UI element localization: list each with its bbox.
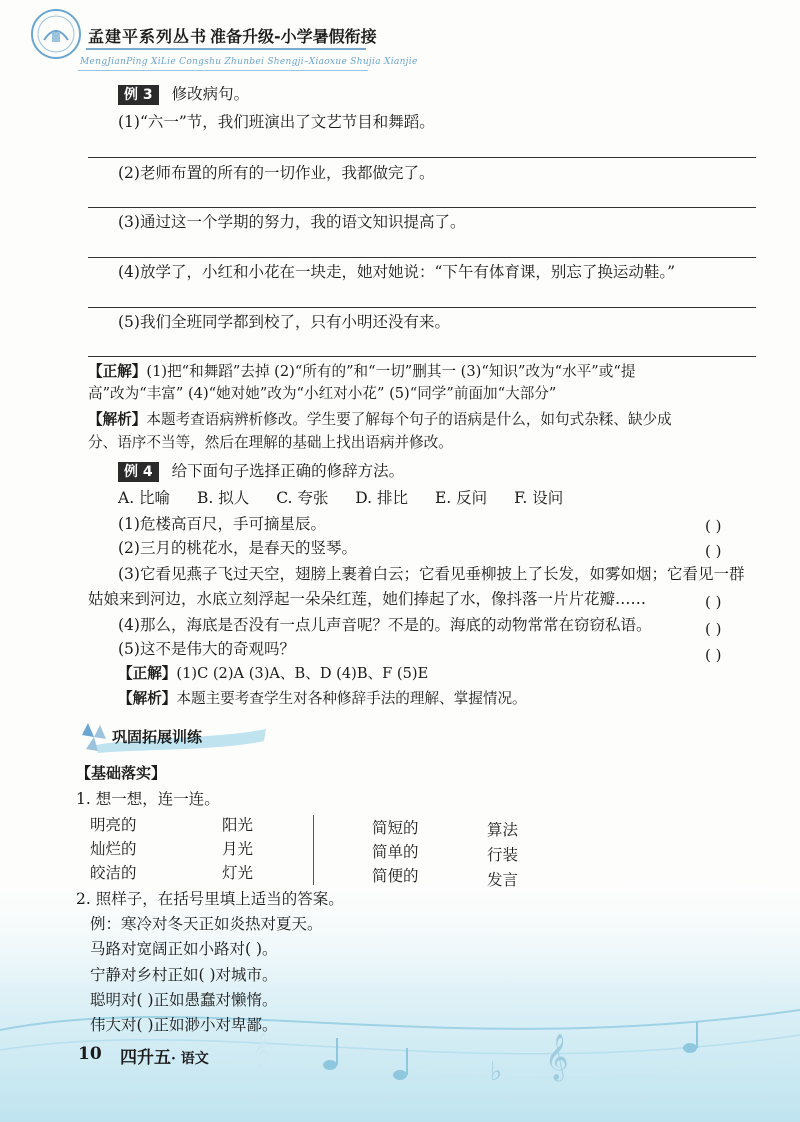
answer-line-2 [88,207,756,208]
example4-instruction: 给下面句子选择正确的修辞方法。 [171,462,405,480]
answer-text-1: (1)把“和舞蹈”去掉 (2)“所有的”和“一切”删其一 (3)“知识”改为“水平”或“提 [146,363,636,380]
example3-instruction: 修改病句。 [171,85,250,103]
question-2-line-3[interactable]: 聪明对( )正如愚蠢对懒惰。 [90,991,278,1009]
example4-answer [118,664,428,684]
match-right-target-1[interactable]: 算法 [487,821,519,839]
match-right-word-2[interactable]: 简单的 [372,843,419,861]
series-title: 孟建平系列丛书 [88,27,208,46]
option-c: C. 夸张 [276,489,329,507]
example3-item-2: (2)老师布置的所有的一切作业，我都做完了。 [118,164,435,182]
header-rule [86,48,366,50]
option-e: E. 反问 [434,489,488,507]
logo-icon [30,8,82,60]
example3-item-1: (1)“六一”节，我们班演出了文艺节目和舞蹈。 [118,113,435,131]
svg-text:𝄞: 𝄞 [252,1033,270,1068]
example4-tag: 例 4 [118,462,159,482]
example3-item-5: (5)我们全班同学都到校了，只有小明还没有来。 [118,313,450,331]
match-right-target-3[interactable]: 发言 [487,871,519,889]
question-2-line-1[interactable]: 马路对宽阔正如小路对( )。 [90,940,278,958]
analysis-text-1: 本题考查语病辨析修改。学生要了解每个句子的语病是什么，如句式杂糅、缺少成 [146,411,672,428]
answer-paren-5[interactable]: ( ) [705,646,722,664]
header-rule-thin [78,70,368,71]
analysis-text-2: 分、语序不当等，然后在理解的基础上找出语病并修改。 [88,434,453,451]
example4-item-3b: 姑娘来到河边，水底立刻浮起一朵朵红莲，她们捧起了水，像抖落一片片花瓣…… [88,590,647,608]
answer-label: 【正解】 [88,363,147,380]
match-left-target-2[interactable]: 月光 [222,840,254,858]
option-f: F. 设问 [514,489,564,507]
match-right-word-1[interactable]: 简短的 [372,819,419,837]
example3-heading [118,84,249,105]
example4-item-2: (2)三月的桃花水，是春天的竖琴。 [118,539,357,557]
answer-label: 【正解】 [118,665,177,682]
answer-line-1 [88,157,756,158]
svg-text:♭: ♭ [490,1057,503,1087]
question-2-line-2[interactable]: 宁静对乡村正如( )对城市。 [90,966,278,984]
answer-paren-3[interactable]: ( ) [705,593,722,611]
example4-item-3a: (3)它看见燕子飞过天空，翅膀上裹着白云；它看见垂柳披上了长发，如雾如烟；它看见一群 [118,565,745,583]
column-divider [313,815,314,885]
example4-options [118,488,563,508]
match-left-target-1[interactable]: 阳光 [222,816,254,834]
example3-item-4: (4)放学了，小红和小花在一块走，她对她说：“下午有体育课，别忘了换运动鞋。” [118,263,676,281]
match-left-target-3[interactable]: 灯光 [222,864,254,882]
answer-text: (1)C (2)A (3)A、B、D (4)B、F (5)E [176,665,429,682]
section-title: 巩固拓展训练 [112,728,203,746]
answer-paren-2[interactable]: ( ) [705,542,722,560]
match-left-word-2[interactable]: 灿烂的 [90,840,137,858]
subject-text: · 语文 [171,1051,209,1067]
example4-item-4: (4)那么，海底是否没有一点儿声音呢？不是的。海底的动物常常在窃窃私语。 [118,616,652,634]
example3-answer [88,362,635,382]
answer-line-4 [88,307,756,308]
answer-paren-1[interactable]: ( ) [705,517,722,535]
book-title: 准备升级-小学暑假衔接 [210,27,377,46]
grade-text: 四升五 [120,1048,171,1068]
match-right-target-2[interactable]: 行装 [487,846,519,864]
example3-analysis [88,410,672,430]
match-left-word-3[interactable]: 皎洁的 [90,864,137,882]
example4-analysis [118,689,527,709]
option-a: A. 比喻 [118,489,171,507]
basics-label: 【基础落实】 [76,764,167,782]
analysis-label: 【解析】 [118,690,177,707]
page-number: 10 [78,1044,102,1064]
match-right-word-3[interactable]: 简便的 [372,867,419,885]
svg-text:𝄞: 𝄞 [545,1034,569,1080]
example3-tag: 例 3 [118,85,159,105]
answer-paren-4[interactable]: ( ) [705,620,722,638]
example4-item-5: (5)这不是伟大的奇观吗？ [118,640,295,658]
question-1: 1. 想一想，连一连。 [76,790,220,808]
question-2-line-4[interactable]: 伟大对( )正如渺小对卑鄙。 [90,1016,278,1034]
example4-item-1: (1)危楼高百尺，手可摘星辰。 [118,515,326,533]
header-pinyin: MengJianPing XiLie Congshu Zhunbei Shengji–Xiaoxue Shujia Xianjie [80,57,418,67]
example4-heading [118,461,404,482]
answer-line-3 [88,257,756,258]
answer-line-5 [88,356,756,357]
option-d: D. 排比 [355,489,409,507]
grade-label [120,1043,209,1068]
option-b: B. 拟人 [197,489,250,507]
question-2: 2. 照样子，在括号里填上适当的答案。 [76,890,344,908]
analysis-text: 本题主要考查学生对各种修辞手法的理解、掌握情况。 [176,690,527,707]
question-2-example: 例：寒冷对冬天正如炎热对夏天。 [90,915,323,933]
match-left-word-1[interactable]: 明亮的 [90,816,137,834]
answer-text-2: 高”改为“丰富” (4)“她对她”改为“小红对小花” (5)“同学”前面加“大部分” [88,385,557,402]
example3-item-3: (3)通过这一个学期的努力，我的语文知识提高了。 [118,213,466,231]
analysis-label: 【解析】 [88,411,147,428]
